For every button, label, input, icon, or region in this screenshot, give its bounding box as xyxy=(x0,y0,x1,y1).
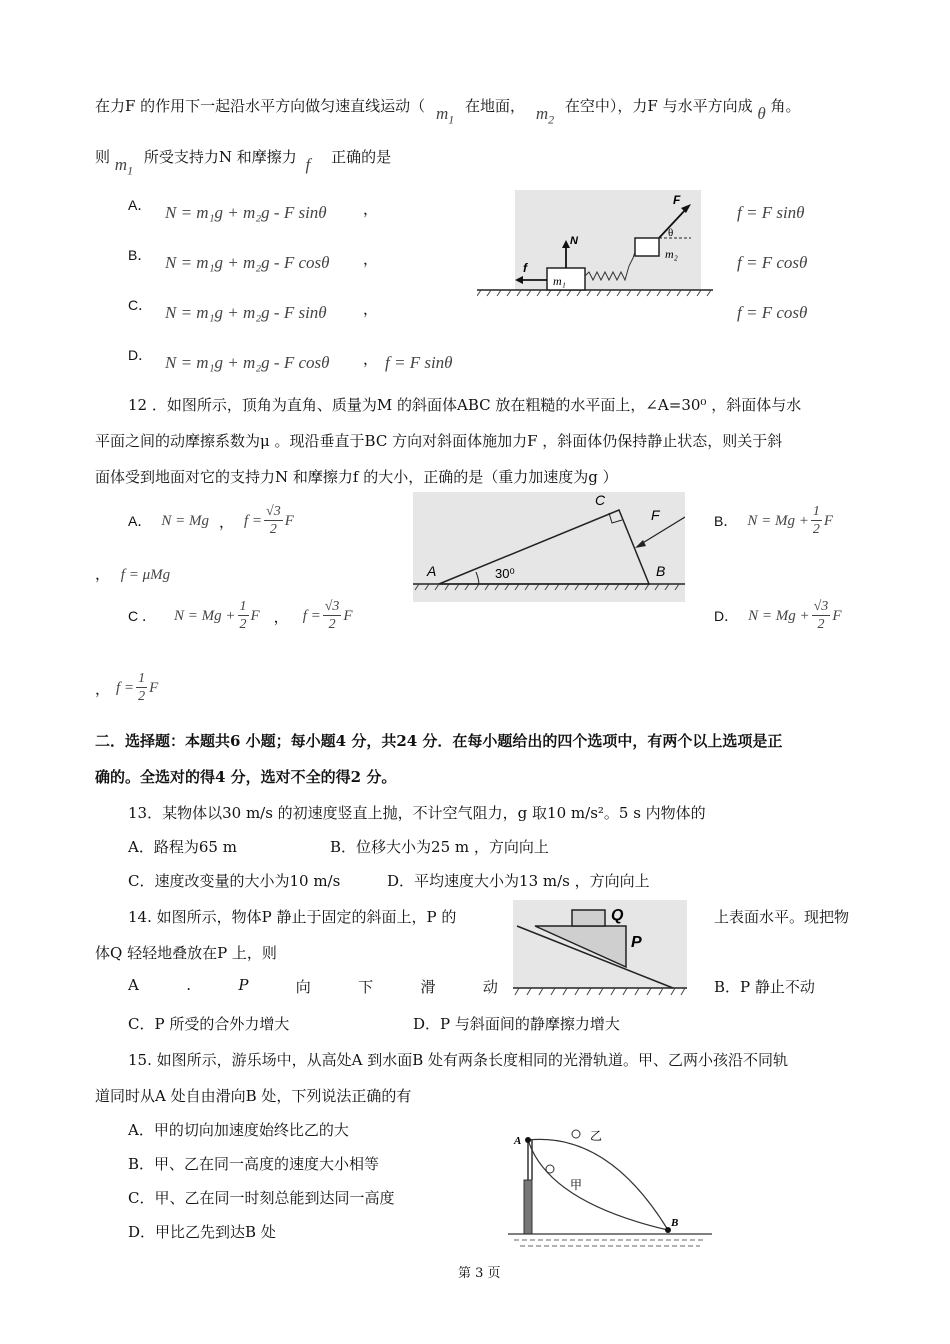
q12-option-a-continued: ， f = μMg xyxy=(95,565,171,583)
q11-stem-line1: 在力F 的作用下一起沿水平方向做匀速直线运动（ $m_1$ 在地面， $m_2$ 在空中），力F 与水平方向成 θ 角。 xyxy=(95,97,801,127)
q12-option-b: B． N = Mg + $\frac{1}{2}$ F xyxy=(714,504,834,537)
q14-ground-hatch xyxy=(515,988,685,995)
q11-option-a-f: f = F sinθ xyxy=(737,203,805,222)
q11-ground-hatch xyxy=(477,290,711,296)
q11-label-m2: m₂ xyxy=(665,247,678,261)
q11-label-m1: m₁ xyxy=(553,274,566,288)
q15-child-jia-icon xyxy=(546,1165,554,1173)
q12-stem-line1: 12 ．如图所示，顶角为直角、质量为M 的斜面体ABC 放在粗糙的水平面上，∠A=30⁰ ，斜面体与水 xyxy=(128,396,802,414)
page-number: 第 3 页 xyxy=(458,1266,501,1281)
q14-stem-part2: 上表面水平。现把物 xyxy=(714,908,850,926)
q14-label-Q: Q xyxy=(611,907,624,924)
q12-stem-line3: 面体受到地面对它的支持力N 和摩擦力f 的大小，正确的是（重力加速度为g ） xyxy=(95,468,618,486)
q14-option-a: A . P 向 下 滑 动 xyxy=(128,976,498,996)
q12-option-d: D． N = Mg + $\frac{√3}{2}$ F xyxy=(714,599,842,632)
q13-stem: 13．某物体以30 m/s 的初速度竖直上抛，不计空气阻力，g 取10 m/s²。5 s 内物体的 xyxy=(128,804,706,822)
q14-label-P: P xyxy=(631,934,642,951)
q11-option-c-comma: ， xyxy=(363,300,379,318)
q15-label-jia: 甲 xyxy=(570,1178,583,1192)
q15-track-jia xyxy=(528,1140,668,1230)
q15-label-yi: 乙 xyxy=(590,1129,603,1143)
q15-label-B: B xyxy=(671,1217,679,1229)
q11-label-F: F xyxy=(673,193,681,207)
q12-figure xyxy=(413,492,685,602)
q11-option-b-n: N = m₁g + m₂g - F cosθ xyxy=(165,253,330,272)
q12-label-A: A xyxy=(427,563,437,579)
q11-block-m2 xyxy=(635,238,659,256)
q11-option-c-f: f = F cosθ xyxy=(737,303,808,322)
section2-heading-line2: 确的。全选对的得4 分，选对不全的得2 分。 xyxy=(95,768,397,786)
q11-option-b-letter: B． xyxy=(128,247,152,263)
q11-option-a-n: N = m₁g + m₂g - F sinθ xyxy=(165,203,327,222)
q15-label-A: A xyxy=(514,1135,522,1147)
q15-stem-line1: 15. 如图所示，游乐场中，从高处A 到水面B 处有两条长度相同的光滑轨道。甲、乙两小孩沿不同轨 xyxy=(128,1051,789,1069)
q11-option-d-n: N = m₁g + m₂g - F cosθ xyxy=(165,353,330,372)
q11-option-c-letter: C． xyxy=(128,297,153,313)
q11-stem-line2: 则 $m_1$ 所受支持力N 和摩擦力 f 正确的是 xyxy=(95,148,392,178)
q15-option-a: A．甲的切向加速度始终比乙的大 xyxy=(128,1121,349,1139)
q11-option-b-f: f = F cosθ xyxy=(737,253,808,272)
q12-label-C: C xyxy=(595,492,606,508)
q11-option-d-comma: ， xyxy=(363,350,379,368)
q15-child-yi-icon xyxy=(572,1130,580,1138)
q15-option-d: D．甲比乙先到达B 处 xyxy=(128,1223,276,1241)
q11-option-a-letter: A． xyxy=(128,197,152,213)
q15-figure xyxy=(508,1122,712,1252)
q15-option-b: B．甲、乙在同一高度的速度大小相等 xyxy=(128,1155,380,1173)
q11-option-a-comma: ， xyxy=(363,200,379,218)
q14-figure xyxy=(513,900,687,1002)
q13-option-b: B．位移大小为25 m ，方向向上 xyxy=(330,838,549,856)
q11-option-b-comma: ， xyxy=(363,250,379,268)
q14-block-q xyxy=(572,910,605,926)
q11-option-c-n: N = m₁g + m₂g - F sinθ xyxy=(165,303,327,322)
q13-option-d: D．平均速度大小为13 m/s ，方向向上 xyxy=(387,872,650,890)
q12-option-d-continued: ， f = $\frac{1}{2}$ F xyxy=(95,671,159,704)
q11-option-d-f: f = F sinθ xyxy=(385,353,453,372)
q13-option-c: C．速度改变量的大小为10 m/s xyxy=(128,872,341,890)
q13-option-a: A．路程为65 m xyxy=(128,838,237,856)
q12-stem-line2: 平面之间的动摩擦系数为μ 。现沿垂直于BC 方向对斜面体施加力F ，斜面体仍保持静止状态，则关于斜 xyxy=(95,432,783,450)
q14-option-b: B．P 静止不动 xyxy=(714,978,815,996)
q14-option-c: C．P 所受的合外力增大 xyxy=(128,1015,290,1033)
q15-option-c: C．甲、乙在同一时刻总能到达同一高度 xyxy=(128,1189,395,1207)
q12-option-a: A． N = Mg ， f = $\frac{√3}{2}$ F xyxy=(128,504,294,537)
q12-label-B: B xyxy=(656,563,666,579)
q12-label-F: F xyxy=(651,507,660,523)
q11-figure xyxy=(477,190,713,302)
section2-heading-line1: 二．选择题：本题共6 小题；每小题4 分，共24 分．在每小题给出的四个选项中，有两个以上选项是正 xyxy=(95,732,783,750)
q15-support-post xyxy=(524,1180,532,1234)
q11-label-f: f xyxy=(523,261,527,275)
q15-track-yi xyxy=(528,1139,668,1230)
q12-label-angle: 30⁰ xyxy=(495,566,515,581)
q11-label-theta: θ xyxy=(668,227,674,239)
q15-stem-line2: 道同时从A 处自由滑向B 处，下列说法正确的有 xyxy=(95,1087,412,1105)
q14-stem-part1: 14. 如图所示，物体P 静止于固定的斜面上，P 的 xyxy=(128,908,457,926)
q14-option-d: D．P 与斜面间的静摩擦力增大 xyxy=(413,1015,620,1033)
q15-point-a xyxy=(525,1137,531,1143)
q12-option-c: C ． N = Mg + $\frac{1}{2}$ F ， f = $\frac{√3}{2}$ F xyxy=(128,599,353,632)
q14-stem-part3: 体Q 轻轻地叠放在P 上，则 xyxy=(95,944,277,962)
q11-option-d-letter: D． xyxy=(128,347,153,363)
q12-figure-background xyxy=(413,492,685,602)
q11-label-N: N xyxy=(570,235,578,247)
